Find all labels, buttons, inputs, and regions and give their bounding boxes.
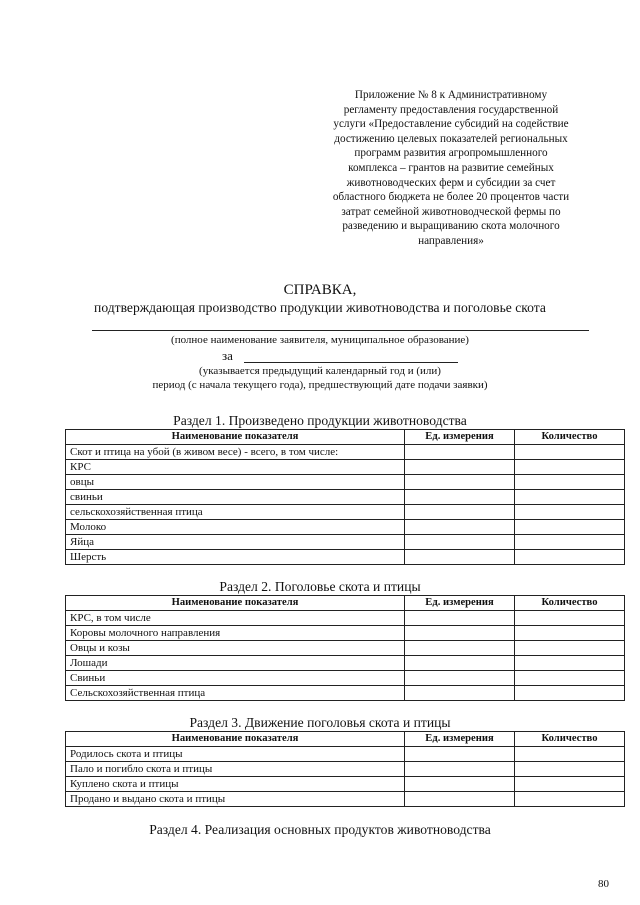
unit-cell[interactable] [405,671,515,686]
row-label: Родилось скота и птицы [66,747,405,762]
unit-cell[interactable] [405,686,515,701]
quantity-cell[interactable] [515,671,625,686]
column-header: Количество [515,732,625,747]
quantity-cell[interactable] [515,656,625,671]
row-label: Овцы и козы [66,641,405,656]
row-label: овцы [66,475,405,490]
unit-cell[interactable] [405,626,515,641]
appendix-line: программ развития агропромышленного [354,147,548,160]
period-note: (указывается предыдущий календарный год и (или) [199,365,441,377]
section-table [65,595,625,701]
quantity-cell[interactable] [515,762,625,777]
quantity-cell[interactable] [515,611,625,626]
table-row [66,520,625,535]
row-label: Свиньи [66,671,405,686]
document-subtitle: подтверждающая производство продукции животноводства и поголовье скота [94,300,546,315]
table-row [66,611,625,626]
quantity-cell[interactable] [515,460,625,475]
appendix-line: услуги «Предоставление субсидий на содействие [333,118,569,131]
unit-cell[interactable] [405,762,515,777]
quantity-cell[interactable] [515,550,625,565]
table-row [66,445,625,460]
section-table [65,731,625,807]
appendix-line: комплекса – грантов на развитие семейных [348,161,554,174]
section-title: Раздел 1. Произведено продукции животноводства [173,413,467,428]
column-header: Наименование показателя [66,596,405,611]
table-row [66,686,625,701]
column-header: Ед. измерения [405,430,515,445]
table-row [66,626,625,641]
unit-cell[interactable] [405,792,515,807]
row-label: Скот и птица на убой (в живом весе) - всего, в том числе: [66,445,405,460]
unit-cell[interactable] [405,550,515,565]
quantity-cell[interactable] [515,535,625,550]
section-title: Раздел 3. Движение поголовья скота и птицы [189,715,451,730]
row-label: сельскохозяйственная птица [66,505,405,520]
unit-cell[interactable] [405,777,515,792]
appendix-note [320,88,582,249]
table-row [66,550,625,565]
table-row [66,656,625,671]
table-header-row [66,732,625,747]
unit-cell[interactable] [405,490,515,505]
section-title: Раздел 2. Поголовье скота и птицы [219,579,421,594]
appendix-line: животноводческих ферм и субсидии за счет [346,176,556,189]
period-blank-line[interactable] [244,362,458,363]
unit-cell[interactable] [405,535,515,550]
column-header: Наименование показателя [66,732,405,747]
table-row [66,535,625,550]
column-header: Количество [515,596,625,611]
table-row [66,747,625,762]
quantity-cell[interactable] [515,686,625,701]
row-label: Молоко [66,520,405,535]
section-title: Раздел 4. Реализация основных продуктов животноводства [149,822,491,837]
quantity-cell[interactable] [515,641,625,656]
row-label: Куплено скота и птицы [66,777,405,792]
applicant-note: (полное наименование заявителя, муниципальное образование) [171,334,469,346]
appendix-line: направления» [418,234,484,247]
unit-cell[interactable] [405,505,515,520]
table-row [66,762,625,777]
unit-cell[interactable] [405,641,515,656]
column-header: Количество [515,430,625,445]
column-header: Ед. измерения [405,732,515,747]
quantity-cell[interactable] [515,445,625,460]
document-title: СПРАВКА, [283,282,357,298]
period-label: за [222,348,233,363]
unit-cell[interactable] [405,611,515,626]
appendix-line: Приложение № 8 к Административному [354,89,548,101]
table-row [66,671,625,686]
table-header-row [66,596,625,611]
row-label: Шерсть [66,550,405,565]
row-label: Яйца [66,535,405,550]
appendix-line: затрат семейной животноводческой фермы по [341,205,561,218]
column-header: Наименование показателя [66,430,405,445]
row-label: Сельскохозяйственная птица [66,686,405,701]
quantity-cell[interactable] [515,792,625,807]
appendix-line: разведению и выращиванию скота молочного [342,220,560,233]
unit-cell[interactable] [405,747,515,762]
table-row [66,792,625,807]
table-header-row [66,430,625,445]
unit-cell[interactable] [405,520,515,535]
section-table [65,429,625,565]
applicant-blank-line[interactable] [92,330,589,331]
row-label: Лошади [66,656,405,671]
row-label: Коровы молочного направления [66,626,405,641]
row-label: Продано и выдано скота и птицы [66,792,405,807]
quantity-cell[interactable] [515,747,625,762]
quantity-cell[interactable] [515,520,625,535]
column-header: Ед. измерения [405,596,515,611]
appendix-line: достижению целевых показателей региональных [334,132,568,145]
row-label: Пало и погибло скота и птицы [66,762,405,777]
period-note: период (с начала текущего года), предшествующий дате подачи заявки) [152,379,488,391]
table-row [66,641,625,656]
unit-cell[interactable] [405,445,515,460]
appendix-line: областного бюджета не более 20 процентов части [332,191,570,204]
table-row [66,777,625,792]
quantity-cell[interactable] [515,490,625,505]
table-row [66,475,625,490]
unit-cell[interactable] [405,460,515,475]
quantity-cell[interactable] [515,475,625,490]
quantity-cell[interactable] [515,626,625,641]
row-label: КРС [66,460,405,475]
table-row [66,460,625,475]
table-row [66,505,625,520]
row-label: свиньи [66,490,405,505]
unit-cell[interactable] [405,656,515,671]
unit-cell[interactable] [405,475,515,490]
row-label: КРС, в том числе [66,611,405,626]
page-number: 80 [598,878,609,890]
appendix-line: регламенту предоставления государственной [343,103,559,116]
quantity-cell[interactable] [515,777,625,792]
quantity-cell[interactable] [515,505,625,520]
table-row [66,490,625,505]
